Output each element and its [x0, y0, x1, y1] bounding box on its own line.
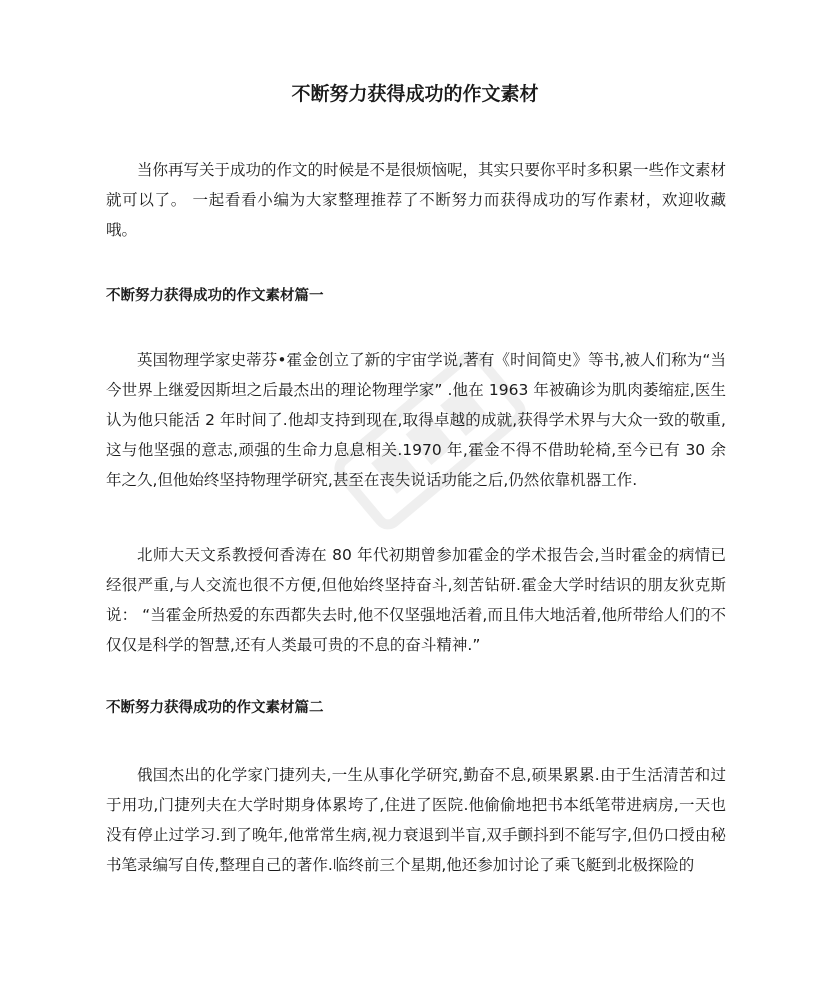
section1-paragraph-1: 英国物理学家史蒂芬•霍金创立了新的宇宙学说,著有《时间简史》等书,被人们称为“当今世界上继爱因斯坦之后最杰出的理论物理学家” .他在 1963 年被确诊为肌肉萎缩症,医生认为他只能活 2 年时间了.他却支持到现在,取得卓越的成就,获得学术界与大众一致的敬重,这与他坚强的意志,顽强的生命力息息相关.1970 年,霍金不得不借助轮椅,至今已有 30 余年之久,但他始终坚持物理学研究,甚至在丧失说话功能之后,仍然依靠机器工作. — [106, 351, 726, 489]
section1-paragraph-2: 北师大天文系教授何香涛在 80 年代初期曾参加霍金的学术报告会,当时霍金的病情已经很严重,与人交流也很不方便,但他始终坚持奋斗,刻苦钻研.霍金大学时结识的朋友狄克斯说： “当霍金所热爱的东西都失去时,他不仅坚强地活着,而且伟大地活着,他所带给人们的不仅仅是科学的智慧,还有人类最可贵的不息的奋斗精神.” — [106, 546, 726, 654]
section2-paragraph-1: 俄国杰出的化学家门捷列夫,一生从事化学研究,勤奋不息,硕果累累.由于生活清苦和过于用功,门捷列夫在大学时期身体累垮了,住进了医院.他偷偷地把书本纸笔带进病房,一天也没有停止过学习.到了晚年,他常常生病,视力衰退到半盲,双手颤抖到不能写字,但仍口授由秘书笔录编写自传,整理自己的著作.临终前三个星期,他还参加讨论了乘飞艇到北极探险的 — [106, 766, 726, 874]
section-heading-1: 不断努力获得成功的作文素材篇一 — [106, 288, 324, 304]
page-title: 不断努力获得成功的作文素材 — [291, 83, 539, 105]
section-heading-2: 不断努力获得成功的作文素材篇二 — [106, 700, 324, 716]
intro-paragraph: 当你再写关于成功的作文的时候是不是很烦恼呢，其实只要你平时多积累一些作文素材就可以了。 一起看看小编为大家整理推荐了不断努力而获得成功的写作素材，欢迎收藏哦。 — [106, 161, 727, 239]
